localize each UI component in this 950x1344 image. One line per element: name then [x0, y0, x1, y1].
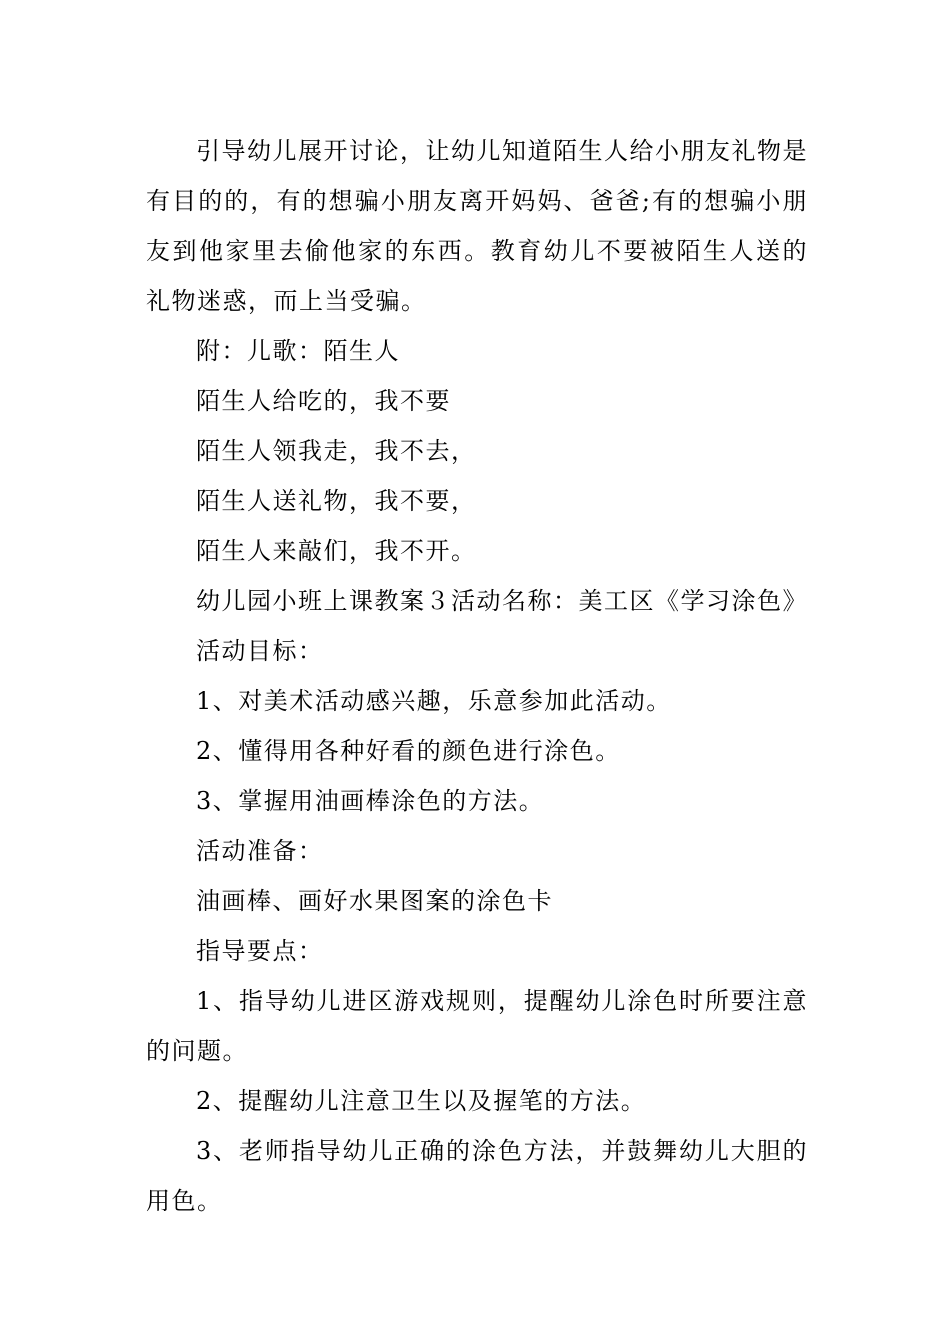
guidance-point-3: 3、老师指导幼儿正确的涂色方法，并鼓舞幼儿大胆的用色。 [146, 1137, 808, 1215]
rhyme-line-4: 陌生人来敲们，我不开。 [196, 537, 477, 565]
section-heading-objectives: 活动目标： [196, 637, 324, 665]
objective-3: 3、掌握用油画棒涂色的方法。 [196, 787, 545, 815]
preparation-materials: 油画棒、画好水果图案的涂色卡 [196, 887, 553, 915]
rhyme-line-2: 陌生人领我走，我不去， [196, 437, 477, 465]
guidance-point-1: 1、指导幼儿进区游戏规则，提醒幼儿涂色时所要注意的问题。 [146, 987, 808, 1065]
lesson-3-heading: 幼儿园小班上课教案３活动名称：美工区《学习涂色》 [196, 587, 808, 615]
paragraph-discussion: 引导幼儿展开讨论，让幼儿知道陌生人给小朋友礼物是有目的的，有的想骗小朋友离开妈妈、爸爸;有的想骗小朋友到他家里去偷他家的东西。教育幼儿不要被陌生人送的礼物迷惑，而上当受骗。 [146, 137, 808, 315]
document-body [146, 126, 808, 1226]
section-heading-preparation: 活动准备： [196, 837, 324, 865]
paragraph-nursery-rhyme-title: 附：儿歌：陌生人 [196, 337, 400, 365]
objective-2: 2、懂得用各种好看的颜色进行涂色。 [196, 737, 621, 765]
rhyme-line-1: 陌生人给吃的，我不要 [196, 387, 451, 415]
rhyme-line-3: 陌生人送礼物，我不要， [196, 487, 477, 515]
guidance-point-2: 2、提醒幼儿注意卫生以及握笔的方法。 [196, 1087, 647, 1115]
objective-1: 1、对美术活动感兴趣，乐意参加此活动。 [196, 687, 672, 715]
section-heading-guidance: 指导要点： [196, 937, 324, 965]
